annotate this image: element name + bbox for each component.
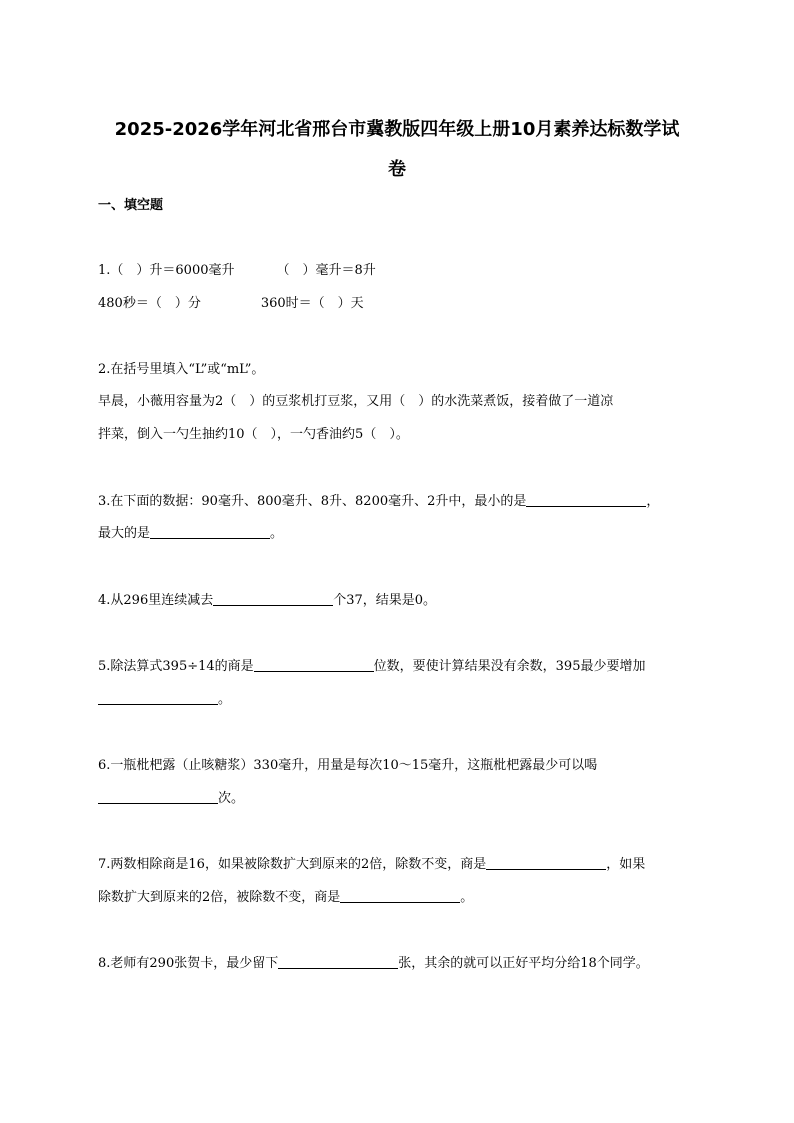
q3-text: 3.在下面的数据：90毫升、800毫升、8升、8200毫升、2升中，最小的是 bbox=[98, 494, 527, 509]
exam-title-line1: 2025-2026学年河北省邢台市冀教版四年级上册10月素养达标数学试 bbox=[114, 119, 680, 140]
q7-end: 。 bbox=[460, 890, 474, 905]
q3-end: 。 bbox=[270, 526, 284, 541]
question-7-line2 bbox=[98, 882, 698, 914]
question-2-line3: 拌菜，倒入一勺生抽约10（ ），一勺香油约5（ ）。 bbox=[98, 427, 409, 442]
question-1-line2 bbox=[98, 288, 698, 320]
q1-part-c: 480秒＝（ ）分 bbox=[98, 296, 201, 311]
question-5-line2 bbox=[98, 684, 698, 716]
q3-text-2: 最大的是 bbox=[98, 526, 151, 541]
q7-text: 7.两数相除商是16，如果被除数扩大到原来的2倍，除数不变，商是 bbox=[98, 857, 487, 872]
answer-blank-q3-max[interactable] bbox=[150, 522, 270, 539]
answer-blank-q7-a[interactable] bbox=[486, 853, 606, 870]
q4-text-2: 个37，结果是0。 bbox=[333, 593, 437, 608]
q1-part-b: （ ）毫升＝8升 bbox=[276, 263, 376, 278]
q6-end: 次。 bbox=[218, 791, 245, 806]
exam-title bbox=[95, 110, 699, 190]
question-8 bbox=[98, 948, 698, 980]
q5-text-2: 位数，要使计算结果没有余数，395最少要增加 bbox=[373, 659, 646, 674]
q4-text: 4.从296里连续减去 bbox=[98, 593, 214, 608]
answer-blank-q5-digits[interactable] bbox=[254, 655, 374, 672]
question-2-line2: 早晨，小薇用容量为2（ ）的豆浆机打豆浆，又用（ ）的水洗菜煮饭，接着做了一道凉 bbox=[98, 394, 614, 409]
q5-text: 5.除法算式395÷14的商是 bbox=[98, 659, 254, 674]
question-2-line1: 2.在括号里填入“L”或“mL”。 bbox=[98, 362, 265, 377]
answer-blank-q4[interactable] bbox=[213, 589, 333, 606]
question-6-line1: 6.一瓶枇杷露（止咳糖浆）330毫升，用量是每次10～15毫升，这瓶枇杷露最少可以喝 bbox=[98, 758, 598, 773]
question-3-line1 bbox=[98, 486, 698, 518]
q8-text: 8.老师有290张贺卡，最少留下 bbox=[98, 956, 279, 971]
q1-part-a: 1.（ ）升＝6000毫升 bbox=[98, 263, 235, 278]
question-3-line2 bbox=[98, 518, 698, 550]
question-4 bbox=[98, 585, 698, 617]
question-6-line2 bbox=[98, 783, 698, 815]
section-heading: 一、填空题 bbox=[98, 198, 164, 213]
q1-part-d: 360时＝（ ）天 bbox=[260, 296, 364, 311]
answer-blank-q5-increase[interactable] bbox=[98, 688, 218, 705]
q7-text-2: ，如果 bbox=[606, 857, 646, 872]
q5-end: 。 bbox=[218, 692, 232, 707]
question-5-line1 bbox=[98, 651, 698, 683]
answer-blank-q6[interactable] bbox=[98, 787, 218, 804]
answer-blank-q7-b[interactable] bbox=[340, 886, 460, 903]
exam-title-line2: 卷 bbox=[388, 159, 406, 180]
question-1-line1 bbox=[98, 255, 698, 287]
answer-blank-q3-min[interactable] bbox=[526, 490, 646, 507]
q7-text-3: 除数扩大到原来的2倍，被除数不变，商是 bbox=[98, 890, 341, 905]
answer-blank-q8[interactable] bbox=[278, 952, 398, 969]
question-7-line1 bbox=[98, 849, 698, 881]
q3-punct: ， bbox=[646, 494, 660, 509]
q8-text-2: 张，其余的就可以正好平均分给18个同学。 bbox=[398, 956, 649, 971]
